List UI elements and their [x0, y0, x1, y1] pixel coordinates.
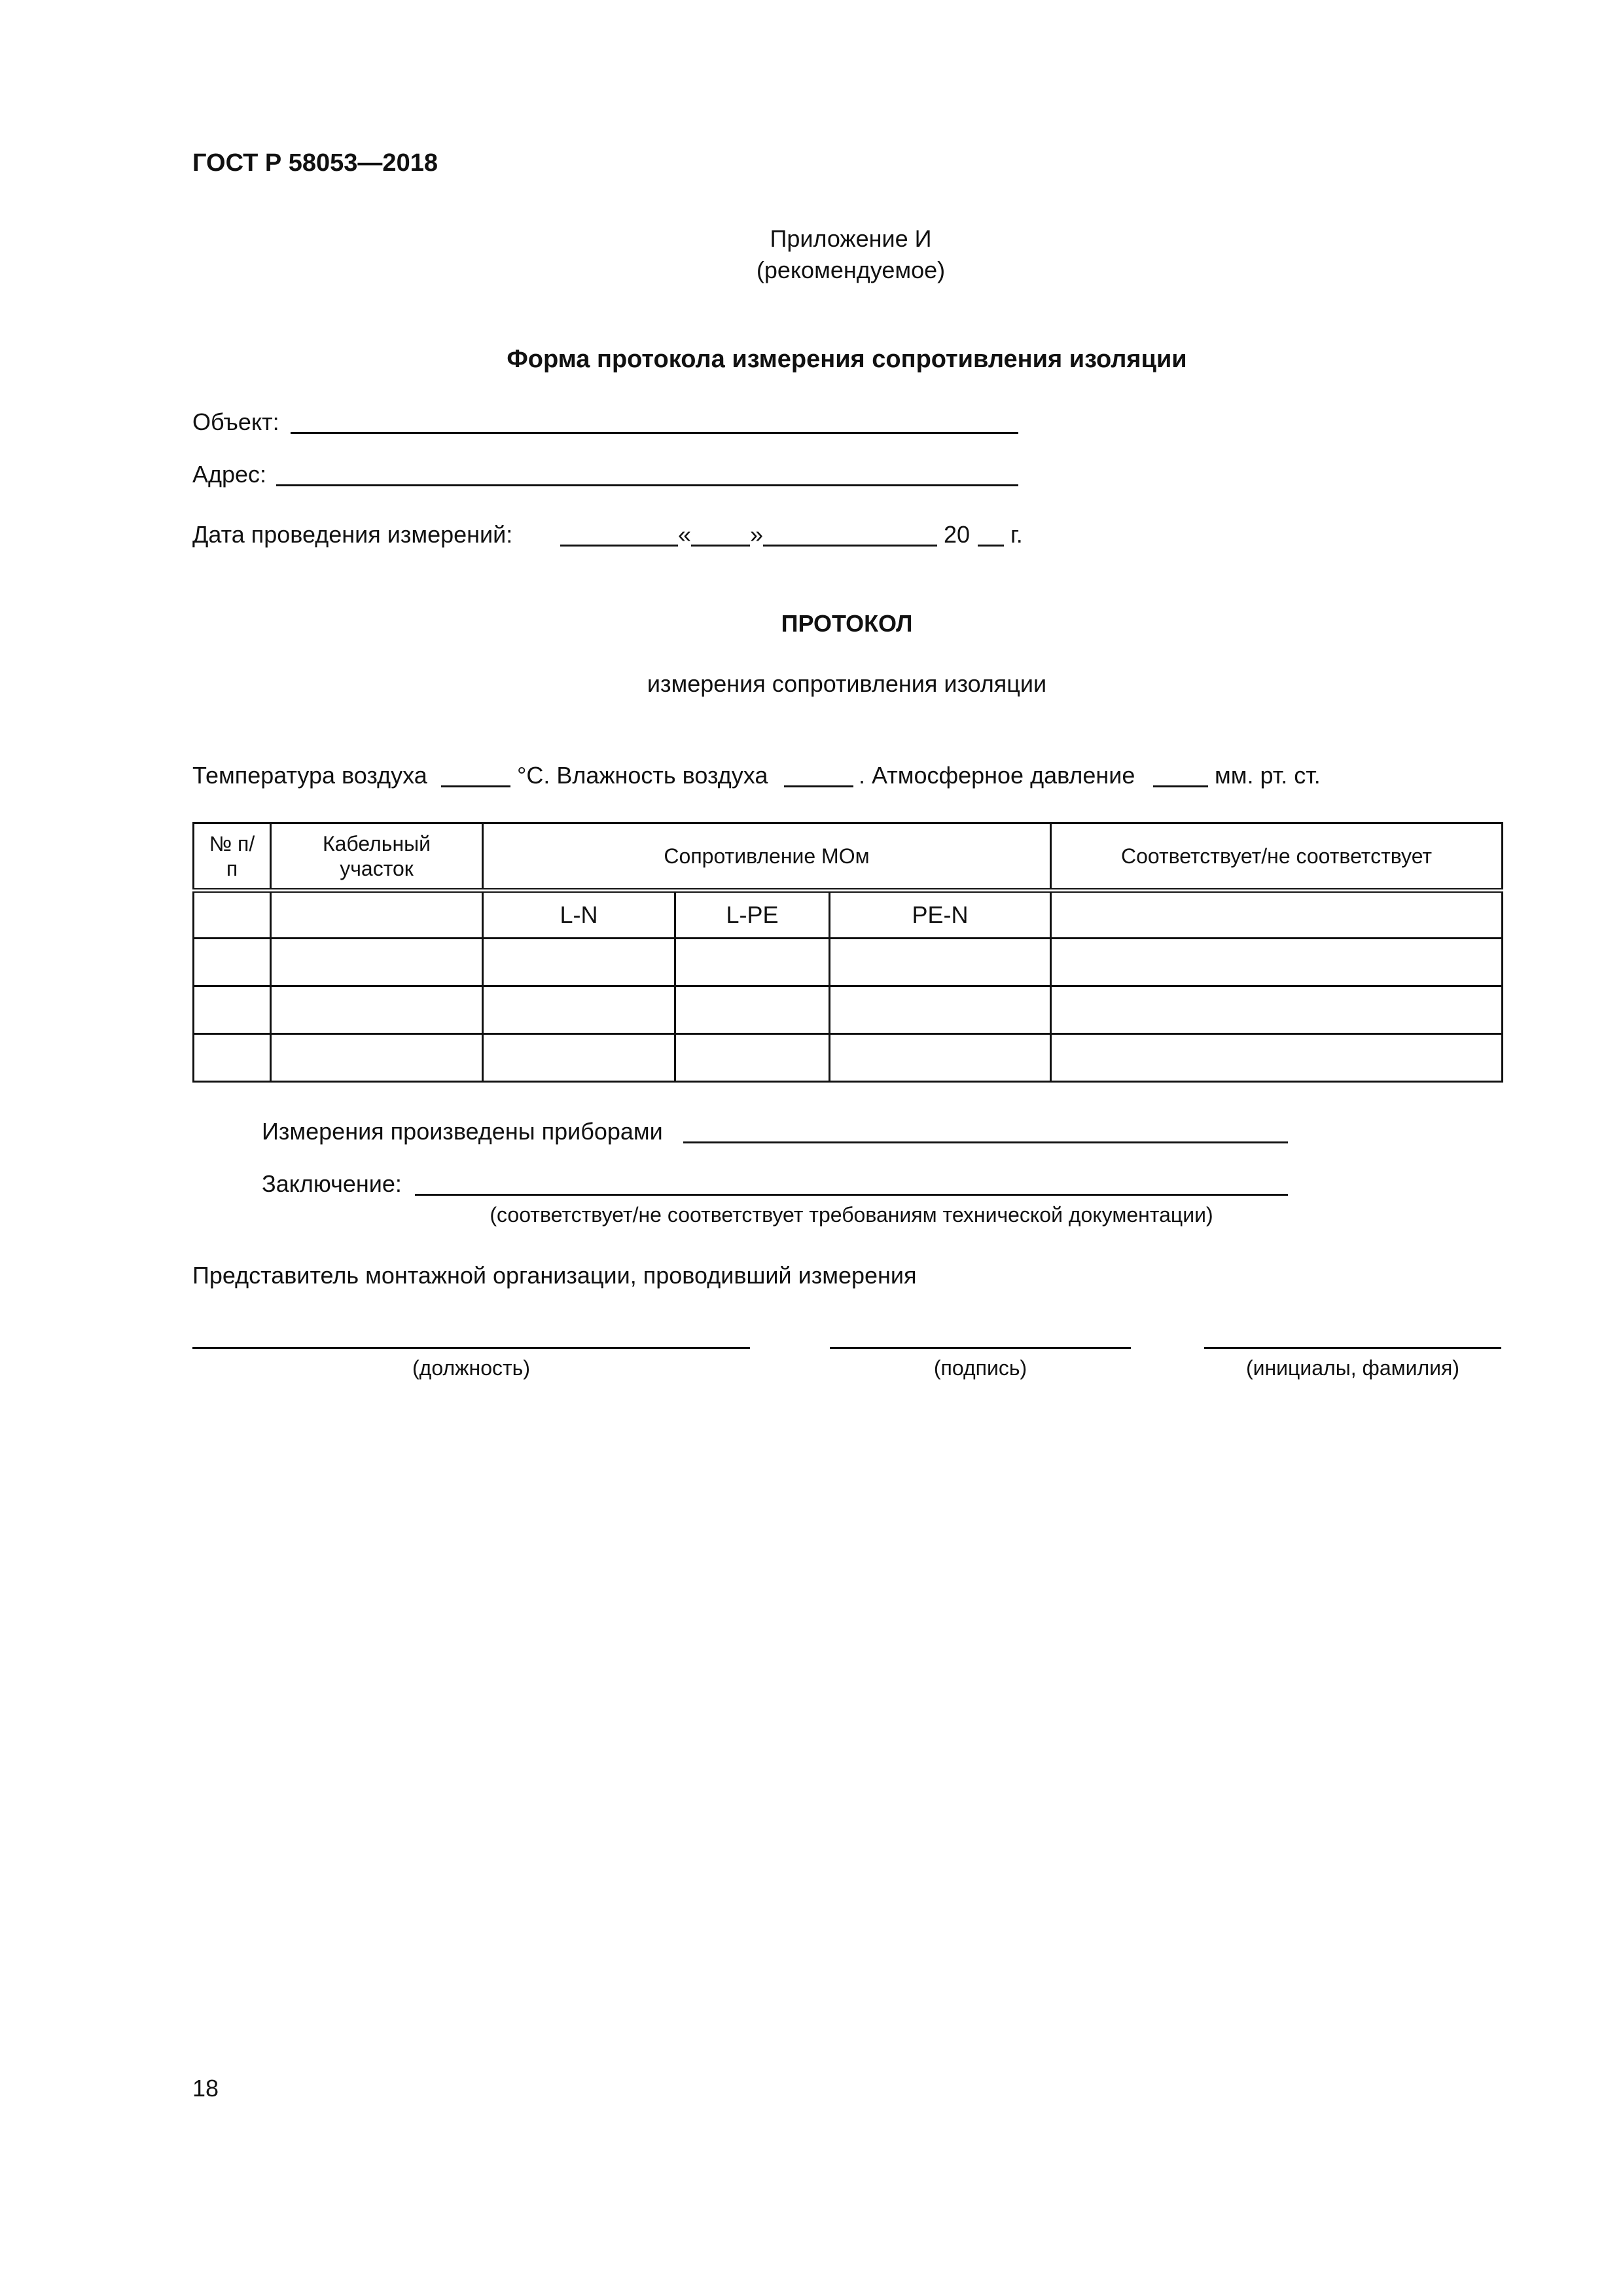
- object-field-line[interactable]: [291, 432, 1018, 434]
- date-year-prefix: 20: [944, 521, 971, 548]
- conclusion-field-line[interactable]: [415, 1194, 1288, 1196]
- table-cell[interactable]: [675, 1034, 830, 1082]
- position-caption: (должность): [412, 1356, 530, 1380]
- protocol-subtitle: измерения сопротивления изоляции: [647, 670, 1047, 697]
- temp-unit-humidity-label: °С. Влажность воздуха: [517, 762, 768, 789]
- signature-line[interactable]: [830, 1347, 1131, 1349]
- temp-label: Температура воздуха: [192, 762, 427, 789]
- subheader-lpe: L-PE: [675, 891, 830, 939]
- table-cell[interactable]: [483, 939, 675, 986]
- subheader-pen: PE-N: [830, 891, 1051, 939]
- document-header: ГОСТ Р 58053—2018: [192, 149, 438, 177]
- page-number: 18: [192, 2075, 219, 2102]
- date-label: Дата проведения измерений:: [192, 521, 513, 548]
- representative-label: Представитель монтажной организации, проводивший измерения: [192, 1262, 917, 1289]
- instruments-field-line[interactable]: [683, 1141, 1288, 1143]
- table-cell[interactable]: [194, 891, 271, 939]
- instruments-label: Измерения произведены приборами: [262, 1118, 663, 1145]
- object-label: Объект:: [192, 408, 279, 435]
- table-cell[interactable]: [830, 986, 1051, 1034]
- table-row: [194, 939, 1503, 986]
- table-cell[interactable]: [675, 986, 830, 1034]
- name-signature-line[interactable]: [1204, 1347, 1501, 1349]
- address-field-line[interactable]: [276, 484, 1018, 486]
- name-caption: (инициалы, фамилия): [1245, 1356, 1460, 1380]
- table-cell[interactable]: [194, 1034, 271, 1082]
- table-cell[interactable]: [271, 986, 483, 1034]
- date-close-quote: »: [750, 521, 764, 548]
- col-header-resistance: Сопротивление МОм: [483, 823, 1051, 891]
- pressure-label: . Атмосферное давление: [859, 762, 1135, 789]
- col-header-cable-section: Кабельный участок: [271, 823, 483, 891]
- humidity-field-line[interactable]: [784, 785, 853, 787]
- date-open-quote: «: [678, 521, 692, 548]
- table-cell[interactable]: [271, 939, 483, 986]
- table-cell[interactable]: [483, 986, 675, 1034]
- date-day-prefix-line[interactable]: [560, 545, 678, 547]
- conclusion-label: Заключение:: [262, 1170, 402, 1197]
- table-cell[interactable]: [194, 939, 271, 986]
- appendix-title: Приложение И: [770, 225, 932, 252]
- conclusion-hint: (соответствует/не соответствует требованиям технической документации): [490, 1203, 1213, 1227]
- table-subheader-row: [194, 891, 1503, 939]
- table-cell[interactable]: [1051, 939, 1503, 986]
- position-signature-line[interactable]: [192, 1347, 750, 1349]
- date-year-line[interactable]: [978, 545, 1004, 547]
- temp-field-line[interactable]: [441, 785, 510, 787]
- table-cell[interactable]: [271, 891, 483, 939]
- table-cell[interactable]: [1051, 986, 1503, 1034]
- pressure-field-line[interactable]: [1153, 785, 1208, 787]
- table-cell[interactable]: [830, 1034, 1051, 1082]
- signature-caption: (подпись): [933, 1356, 1027, 1380]
- col-header-compliance: Соответствует/не соответствует: [1051, 823, 1503, 891]
- pressure-unit: мм. рт. ст.: [1215, 762, 1321, 789]
- date-year-suffix: г.: [1010, 521, 1023, 548]
- col-header-number: № п/п: [194, 823, 271, 891]
- address-label: Адрес:: [192, 461, 267, 488]
- table-cell[interactable]: [483, 1034, 675, 1082]
- table-cell[interactable]: [830, 939, 1051, 986]
- date-day-line[interactable]: [691, 545, 750, 547]
- table-cell[interactable]: [675, 939, 830, 986]
- appendix-status: (рекомендуемое): [756, 257, 946, 283]
- form-title: Форма протокола измерения сопротивления изоляции: [507, 346, 1187, 373]
- table-cell[interactable]: [194, 986, 271, 1034]
- subheader-ln: L-N: [483, 891, 675, 939]
- table-cell[interactable]: [1051, 1034, 1503, 1082]
- protocol-title: ПРОТОКОЛ: [781, 610, 913, 637]
- measurement-table: [192, 822, 1503, 1083]
- table-row: [194, 986, 1503, 1034]
- date-month-line[interactable]: [763, 545, 937, 547]
- table-row: [194, 1034, 1503, 1082]
- table-header-row: [194, 823, 1503, 891]
- table-cell[interactable]: [271, 1034, 483, 1082]
- table-cell[interactable]: [1051, 891, 1503, 939]
